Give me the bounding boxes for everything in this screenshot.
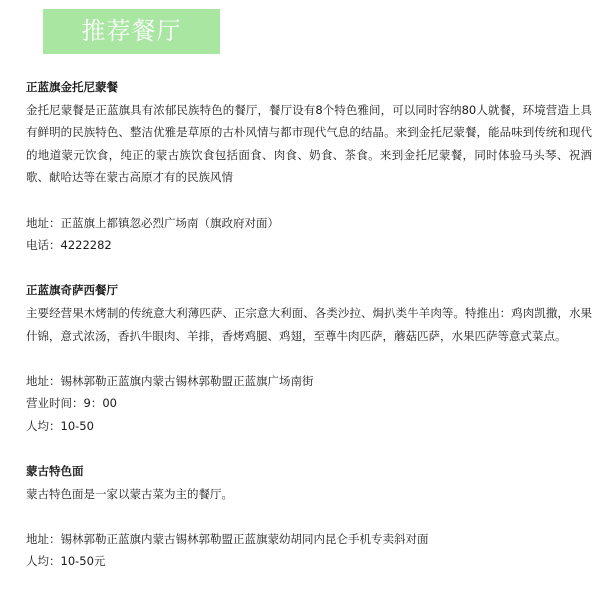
restaurant-description: 主要经营果木烤制的传统意大利薄匹萨、正宗意大利面、各类沙拉、焗扒类牛羊肉等。特推出：鸡肉凯撒，水果什锦，意式浓汤，香扒牛眼肉、羊排，香烤鸡腿、鸡翅，至尊牛肉匹萨，蘑菇匹萨，水果匹萨等意式菜点。	[26, 305, 592, 343]
restaurant-avg-price: 人均：10-50元	[26, 554, 106, 569]
restaurant-entry	[26, 460, 592, 573]
restaurant-list	[26, 76, 592, 573]
restaurant-hours: 营业时间：9：00	[26, 396, 117, 411]
restaurant-name: 正蓝旗奇萨西餐厅	[26, 283, 118, 298]
restaurant-address: 地址：锡林郭勒正蓝旗内蒙古锡林郭勒盟正蓝旗蒙幼胡同内昆仑手机专卖斜对面	[26, 531, 429, 546]
restaurant-description: 金托尼蒙餐是正蓝旗具有浓郁民族特色的餐厅，餐厅设有8个特色雅间，可以同时容纳80人就餐，环境营造上具有鲜明的民族特色、整洁优雅是草原的古朴风情与都市现代气息的结晶。来到金托尼蒙餐，能品味到传统和现代的地道蒙元饮食，纯正的蒙古族饮食包括面食、肉食、奶食、茶食。来到金托尼蒙餐，同时体验马头琴、祝酒歌、献哈达等在蒙古高原才有的民族风情	[26, 102, 592, 185]
restaurant-description: 蒙古特色面是一家以蒙古菜为主的餐厅。	[26, 486, 233, 501]
page-title-banner: 推荐餐厅	[43, 9, 220, 54]
restaurant-entry	[26, 279, 592, 437]
restaurant-address: 地址：锡林郭勒正蓝旗内蒙古锡林郭勒盟正蓝旗广场南街	[26, 373, 314, 388]
restaurant-entry	[26, 76, 592, 257]
restaurant-phone: 电话：4222282	[26, 238, 112, 253]
restaurant-address: 地址：正蓝旗上都镇忽必烈广场南（旗政府对面）	[26, 215, 279, 230]
restaurant-avg-price: 人均：10-50	[26, 418, 94, 433]
restaurant-name: 蒙古特色面	[26, 464, 84, 479]
restaurant-name: 正蓝旗金托尼蒙餐	[26, 80, 118, 94]
